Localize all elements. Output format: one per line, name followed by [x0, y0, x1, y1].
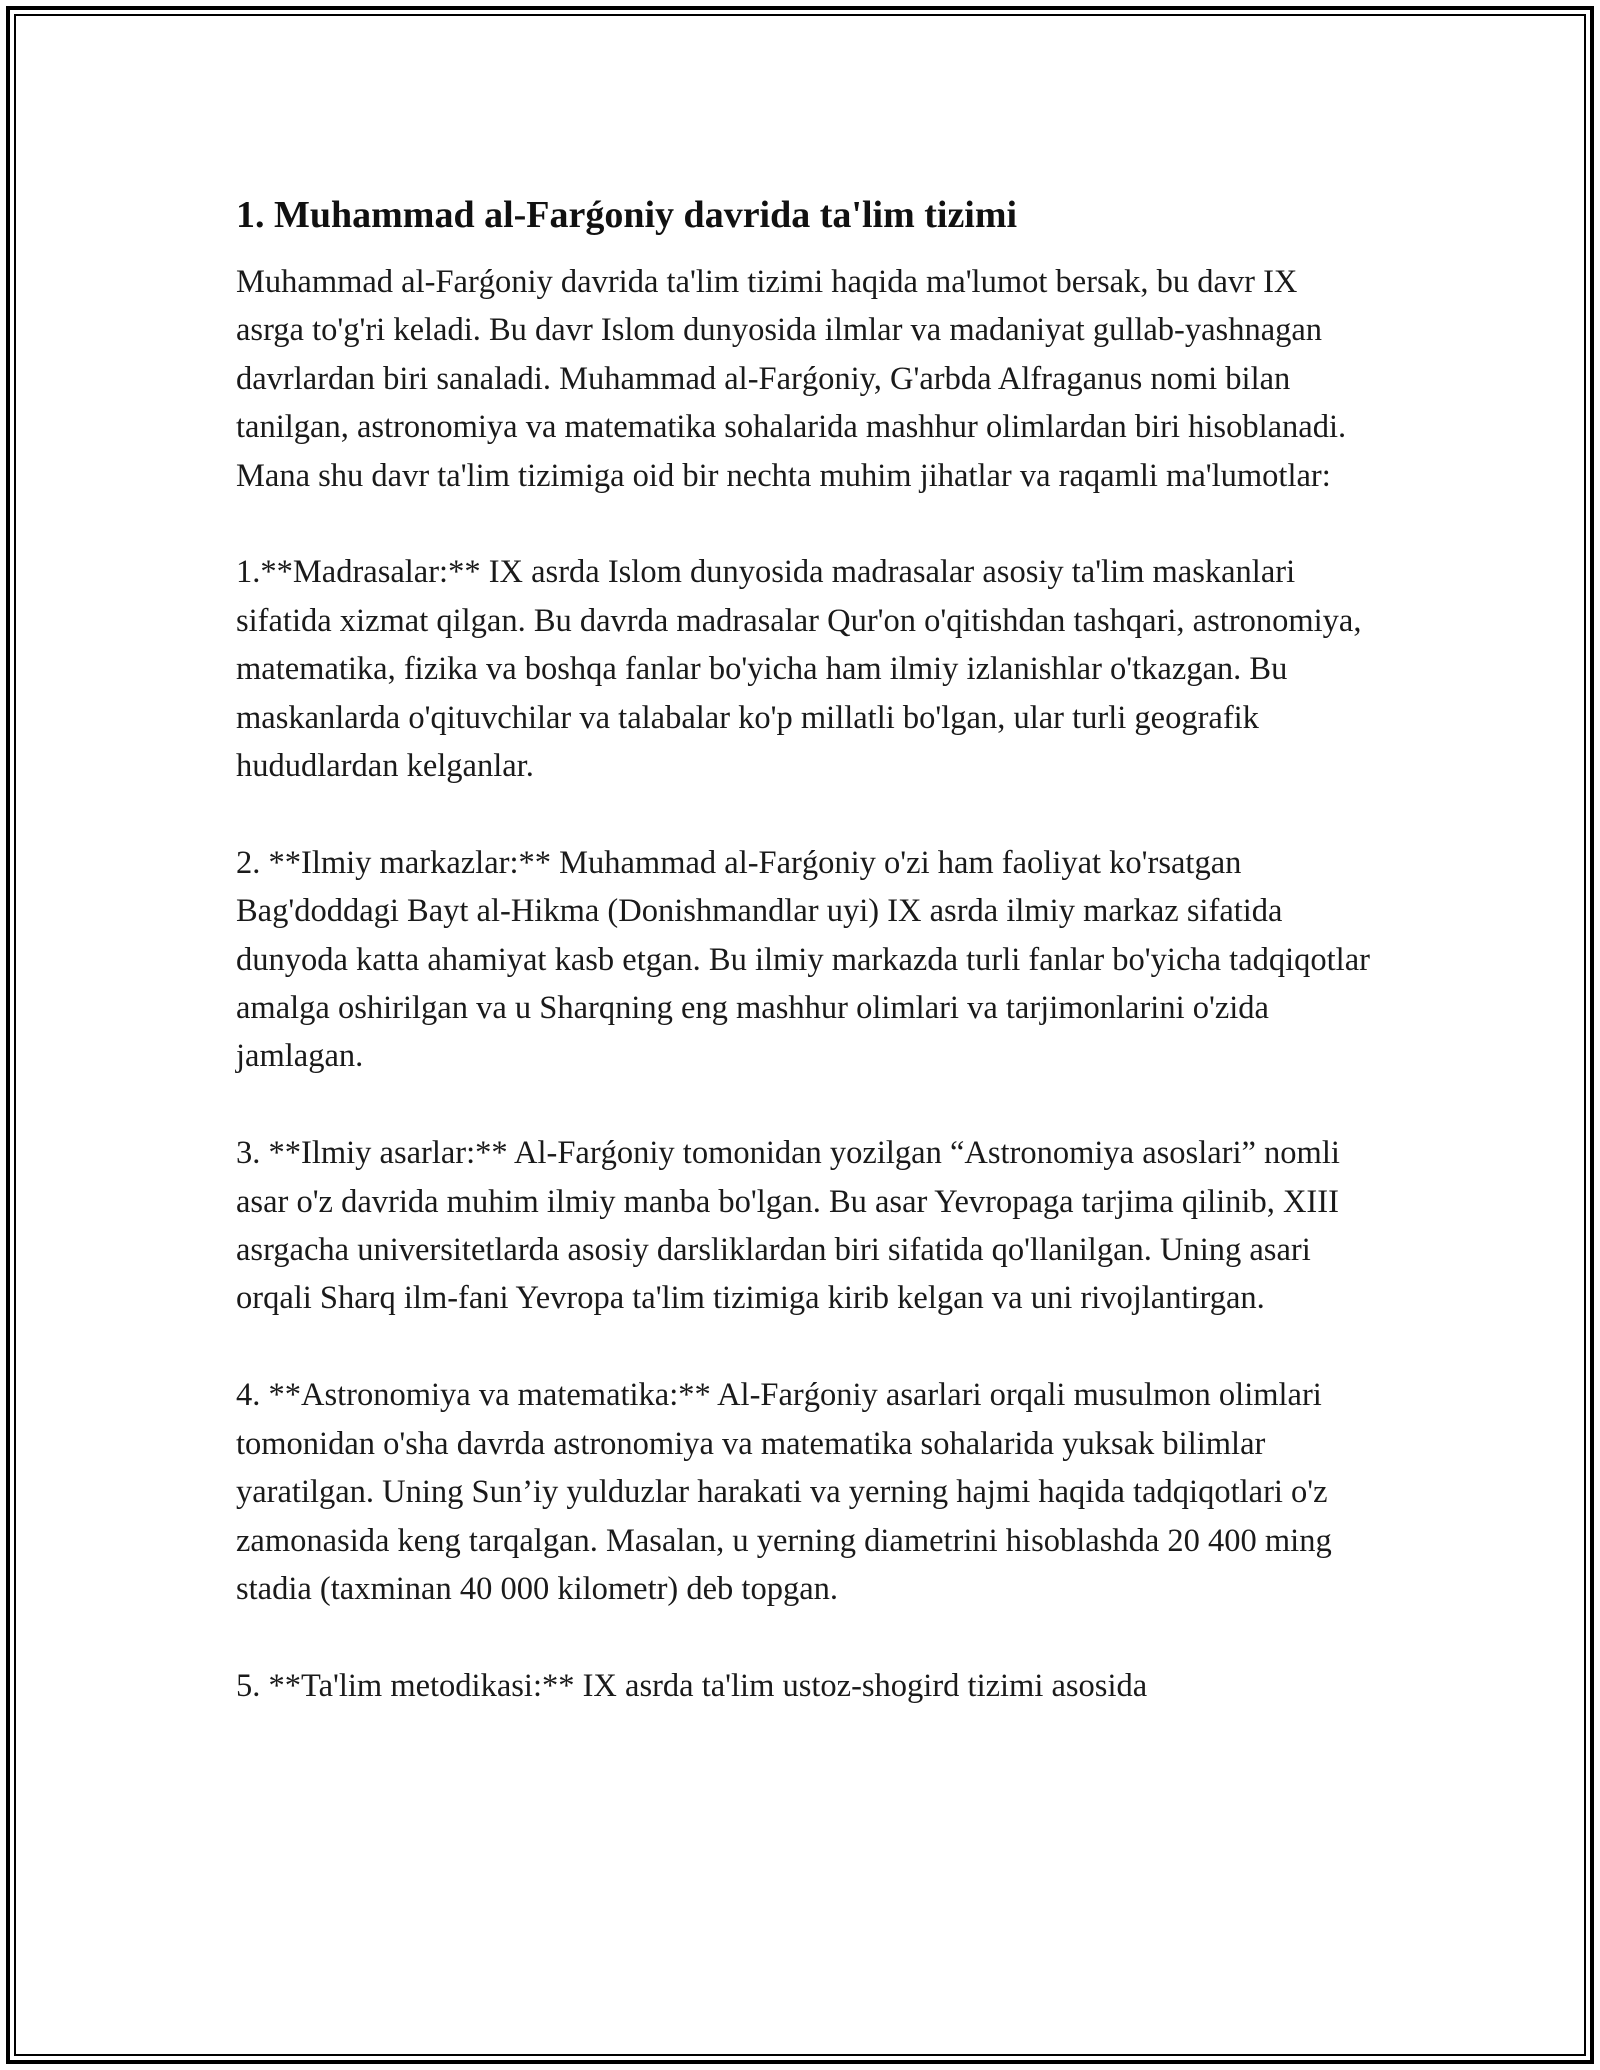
astronomiya-matematika-paragraph: 4. **Astronomiya va matematika:** Al-Farǵoniy asarlari orqali musulmon olimlari tomonidan o'sha davrda astronomiya va matematika sohalarida yuksak bilimlar yaratilgan. Uning Sun’iy yulduzlar harakati va yerning hajmi haqida tadqiqotlari o'z zamonasida keng tarqalgan. Masalan, u yerning diametrini hisoblashda 20 400 ming stadia (taxminan 40 000 kilometr) deb topgan. [236, 1377, 1332, 1607]
talim-metodikasi-paragraph: 5. **Ta'lim metodikasi:** IX asrda ta'lim ustoz-shogird tizimi asosida [236, 1667, 1148, 1704]
madrasalar-paragraph: 1.**Madrasalar:** IX asrda Islom dunyosida madrasalar asosiy ta'lim maskanlari sifatida xizmat qilgan. Bu davrda madrasalar Qur'on o'qitishdan tashqari, astronomiya, matematika, fizika va boshqa fanlar bo'yicha ham ilmiy izlanishlar o'tkazgan. Bu maskanlarda o'qituvchilar va talabalar ko'p millatli bo'lgan, ular turli geografik hududlardan kelganlar. [236, 554, 1362, 785]
document-body [236, 186, 1371, 1710]
intro-paragraph: Muhammad al-Farǵoniy davrida ta'lim tizimi haqida ma'lumot bersak, bu davr IX asrga to'g'ri keladi. Bu davr Islom dunyosida ilmlar va madaniyat gullab-yashnagan davrlardan biri sanaladi. Muhammad al-Farǵoniy, G'arbda Alfraganus nomi bilan tanilgan, astronomiya va matematika sohalarida mashhur olimlardan biri hisoblanadi. Mana shu davr ta'lim tizimiga oid bir nechta muhim jihatlar va raqamli ma'lumotlar: [236, 264, 1347, 494]
ilmiy-asarlar-paragraph: 3. **Ilmiy asarlar:** Al-Farǵoniy tomonidan yozilgan “Astronomiya asoslari” nomli asar o'z davrida muhim ilmiy manba bo'lgan. Bu asar Yevropaga tarjima qilinib, XIII asrgacha universitetlarda asosiy darsliklardan biri sifatida qo'llanilgan. Uning asari orqali Sharq ilm-fani Yevropa ta'lim tizimiga kirib kelgan va uni rivojlantirgan. [236, 1135, 1340, 1317]
ilmiy-markazlar-paragraph: 2. **Ilmiy markazlar:** Muhammad al-Farǵoniy o'zi ham faoliyat ko'rsatgan Bag'doddagi Bayt al-Hikma (Donishmandlar uyi) IX asrda ilmiy markaz sifatida dunyoda katta ahamiyat kasb etgan. Bu ilmiy markazda turli fanlar bo'yicha tadqiqotlar amalga oshirilgan va u Sharqning eng mashhur olimlari va tarjimonlarini o'zida jamlagan. [236, 844, 1370, 1075]
section-heading: 1. Muhammad al-Farǵoniy davrida ta'lim tizimi [236, 194, 1018, 236]
